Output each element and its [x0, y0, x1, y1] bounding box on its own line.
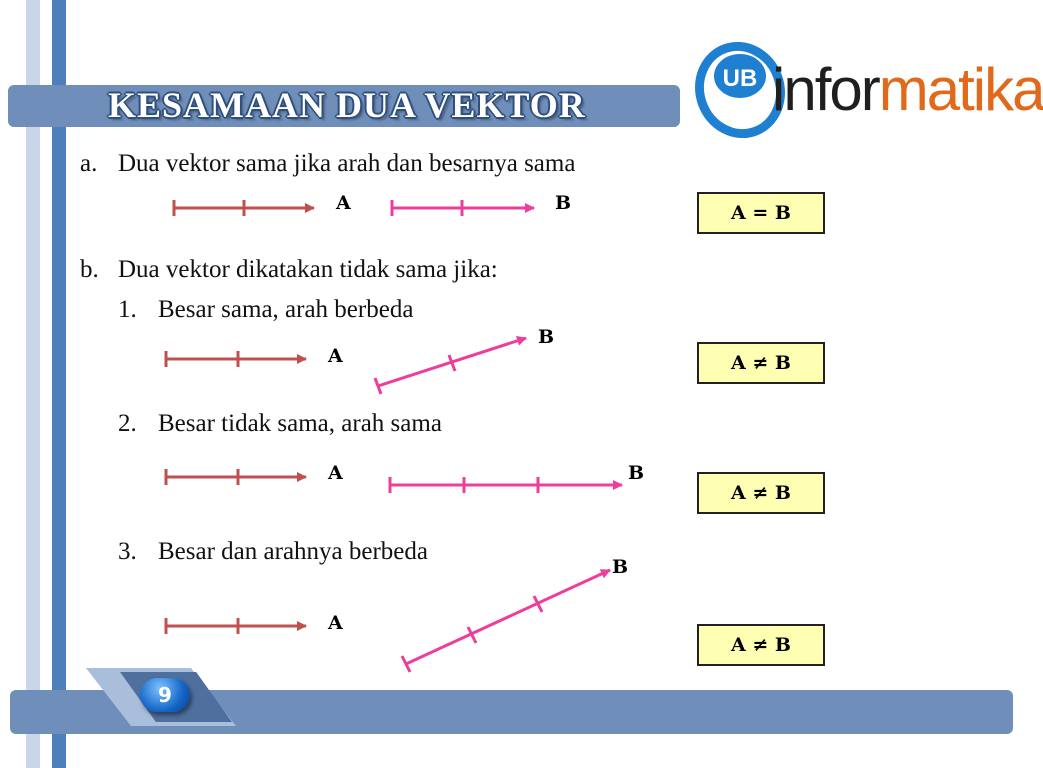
slide-title: KESAMAAN DUA VEKTOR	[108, 85, 586, 125]
case-3-vector-b	[402, 570, 610, 672]
case-3-vector-a	[166, 618, 306, 634]
case-1-text: Besar sama, arah berbeda	[158, 296, 414, 323]
case-1-result-box: A ≠ B	[697, 342, 825, 384]
case-3-vector-b-shaft	[406, 570, 610, 664]
case-3-marker: 3.	[118, 538, 137, 565]
section-a-vector-b	[392, 200, 534, 216]
case-3-vector-b-label: B	[612, 556, 629, 578]
page-number-badge: 9	[140, 678, 190, 712]
case-2-result-box: A ≠ B	[697, 472, 825, 514]
logo-wordmark-part1: infor	[772, 56, 879, 123]
case-3-result-box: A ≠ B	[697, 624, 825, 666]
case-1-marker: 1.	[118, 296, 137, 323]
case-1-vector-b	[375, 338, 526, 394]
section-b-text: Dua vektor dikatakan tidak sama jika:	[118, 256, 498, 283]
case-3-text: Besar dan arahnya berbeda	[158, 538, 428, 565]
case-2-vector-b	[390, 477, 622, 493]
logo-wordmark-part2: matika	[878, 56, 1043, 123]
case-2-vector-a	[166, 469, 306, 485]
section-a-text: Dua vektor sama jika arah dan besarnya sama	[118, 150, 576, 177]
section-a-vector-b-label: B	[555, 192, 572, 214]
section-a-vector-a	[174, 200, 314, 216]
section-b-marker: b.	[80, 256, 99, 283]
section-a-vector-a-label: A	[336, 192, 351, 214]
section-a-result-box: A = B	[697, 192, 825, 234]
case-1-vector-b-label: B	[538, 326, 555, 348]
case-2-marker: 2.	[118, 410, 137, 437]
case-2-text: Besar tidak sama, arah sama	[158, 410, 442, 437]
section-a-marker: a.	[80, 150, 98, 177]
case-3-vector-a-label: A	[328, 612, 343, 634]
case-2-vector-a-label: A	[328, 462, 343, 484]
case-2-vector-b-label: B	[628, 462, 645, 484]
logo-badge-text: UB	[722, 65, 758, 92]
case-1-vector-a-label: A	[328, 345, 343, 367]
case-1-vector-a	[166, 351, 306, 367]
